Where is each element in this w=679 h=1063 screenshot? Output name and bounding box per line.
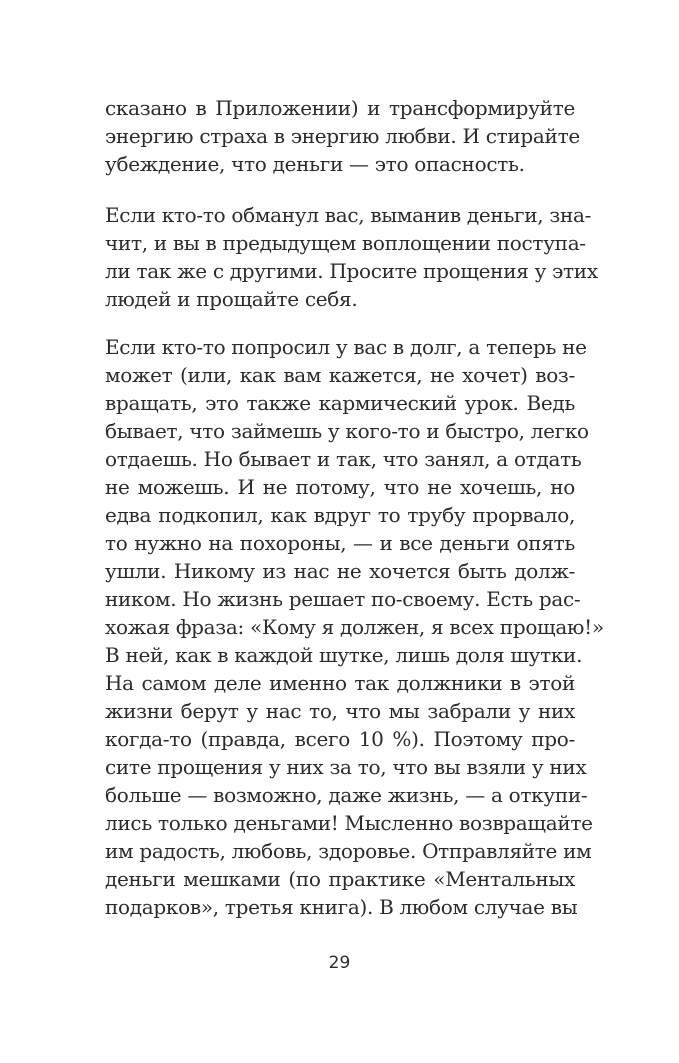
text-line: деньги мешками (по практике «Ментальных [105,867,575,891]
paragraph-2 [105,201,598,313]
text-line: вращать, это также кармический урок. Ведь [105,391,575,415]
text-line: На самом деле именно так должники в этой [105,671,575,695]
text-line: чит, и вы в предыдущем воплощении поступа- [105,231,586,255]
paragraph-1 [105,94,580,178]
text-line: ником. Но жизнь решает по-своему. Есть рас- [105,587,581,611]
text-line: Если кто-то попросил у вас в долг, а теперь не [105,335,587,359]
text-line: не можешь. И не потому, что не хочешь, но [105,475,575,499]
text-line: убеждение, что деньги — это опасность. [105,152,525,176]
text-line: бывает, что займешь у кого-то и быстро, легко [105,419,589,443]
text-line: то нужно на похороны, — и все деньги опять [105,531,575,555]
text-line: отдаешь. Но бывает и так, что занял, а отдать [105,447,582,471]
text-line: людей и прощайте себя. [105,287,358,311]
text-line: когда-то (правда, всего 10 %). Поэтому про- [105,727,575,751]
page-number: 29 [328,953,351,973]
text-line: лись только деньгами! Мысленно возвращайте [105,811,593,835]
paragraph-3 [105,333,604,921]
text-line: энергию страха в энергию любви. И стирайте [105,124,580,148]
text-line: жизни берут у нас то, что мы забрали у них [105,699,575,723]
text-line: В ней, как в каждой шутке, лишь доля шутки. [105,643,583,667]
text-line: Если кто-то обманул вас, выманив деньги, зна- [105,203,592,227]
text-line: сите прощения у них за то, что вы взяли у них [105,755,587,779]
text-line: сказано в Приложении) и трансформируйте [105,96,575,120]
text-line: подарков», третья книга). В любом случае вы [105,895,578,919]
text-line: ли так же с другими. Просите прощения у этих [105,259,598,283]
text-line: больше — возможно, даже жизнь, — а откупи- [105,783,588,807]
text-line: едва подкопил, как вдруг то трубу прорвало, [105,503,575,527]
text-line: может (или, как вам кажется, не хочет) воз- [105,363,575,387]
text-line: хожая фраза: «Кому я должен, я всех прощаю!» [105,615,604,639]
text-line: ушли. Никому из нас не хочется быть долж- [105,559,575,583]
text-line: им радость, любовь, здоровье. Отправляйте им [105,839,592,863]
